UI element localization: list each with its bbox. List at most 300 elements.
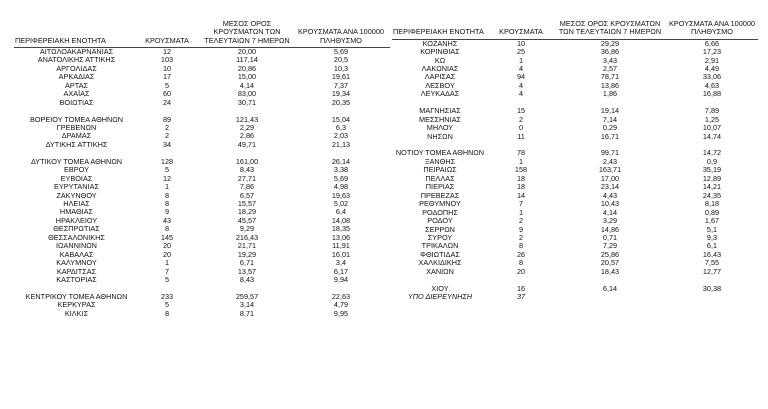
region-cell: ΝΟΤΙΟΥ ΤΟΜΕΑ ΑΘΗΝΩΝ: [395, 149, 485, 158]
table-row: [14, 166, 390, 174]
per100k-cell: 19,34: [331, 90, 351, 99]
spacer-row: [14, 107, 390, 115]
header-cases: ΚΡΟΥΣΜΑΤΑ: [488, 20, 554, 39]
region-cell: ΕΥΡΥΤΑΝΙΑΣ: [54, 183, 99, 192]
header-avg7: ΜΕΣΟΣ ΟΡΟΣ ΚΡΟΥΣΜΑΤΩΝ ΤΩΝ ΤΕΛΕΥΤΑΙΩΝ 7 ΗΜΕΡΩΝ: [554, 20, 666, 39]
avg7-cell: 7,86: [239, 183, 255, 192]
avg7-cell: 3,14: [239, 301, 255, 310]
table-row: [392, 73, 758, 81]
cases-cell: 8: [518, 259, 524, 268]
cases-cell: 18: [516, 183, 526, 192]
region-cell: ΣΥΡΟΥ: [427, 233, 453, 242]
per100k-cell: 6,17: [333, 267, 349, 276]
table-row: [392, 39, 758, 48]
table-row: [14, 301, 390, 309]
avg7-cell: 17,00: [600, 174, 620, 183]
region-cell: ΗΡΑΚΛΕΙΟΥ: [55, 216, 98, 225]
cases-cell: 9: [164, 208, 170, 217]
avg7-cell: 163,71: [598, 166, 622, 175]
region-cell: ΚΕΡΚΥΡΑΣ: [57, 301, 96, 310]
region-cell: ΚΑΒΑΛΑΣ: [59, 250, 94, 259]
table-row: [392, 268, 758, 276]
spacer-cell: [132, 285, 202, 293]
cases-cell: 128: [160, 157, 174, 166]
cases-cell: 24: [162, 98, 172, 107]
region-cell: ΠΕΛΛΑΣ: [425, 174, 455, 183]
avg7-cell: 15,00: [237, 73, 257, 82]
left-header-row: [14, 20, 390, 47]
per100k-cell: 6,4: [335, 208, 347, 217]
cases-cell: 1: [518, 56, 524, 65]
region-cell: ΧΑΛΚΙΔΙΚΗΣ: [418, 259, 462, 268]
avg7-cell: 25,86: [600, 250, 620, 259]
region-cell: ΚΩ: [434, 56, 446, 65]
right-cases-table: [392, 20, 758, 302]
left-cases-table: [14, 20, 390, 318]
spacer-row: [392, 99, 758, 107]
cases-cell: 8: [164, 225, 170, 234]
region-cell: ΕΥΒΟΙΑΣ: [60, 174, 93, 183]
per100k-cell: 1,25: [704, 115, 720, 124]
spacer-cell: [132, 107, 202, 115]
cases-cell: 18: [516, 174, 526, 183]
header-region: ΠΕΡΙΦΕΡΕΙΑΚΗ ΕΝΟΤΗΤΑ: [392, 20, 488, 39]
table-row: [14, 268, 390, 276]
cases-cell: 8: [164, 200, 170, 209]
avg7-cell: 0,71: [602, 233, 618, 242]
avg7-cell: 18,29: [237, 208, 257, 217]
region-cell: ΚΟΖΑΝΗΣ: [422, 39, 458, 48]
table-row: [14, 217, 390, 225]
spacer-row: [392, 276, 758, 284]
table-row: [392, 285, 758, 293]
region-cell: ΒΟΙΩΤΙΑΣ: [59, 98, 94, 107]
per100k-cell: 16,88: [702, 90, 722, 99]
table-row: [14, 116, 390, 124]
cases-cell: 0: [518, 124, 524, 133]
avg7-cell: 3,29: [602, 217, 618, 226]
table-row: [392, 175, 758, 183]
cases-cell: 20: [516, 267, 526, 276]
per100k-cell: 5,1: [706, 225, 718, 234]
avg7-cell: 30,71: [237, 98, 257, 107]
per100k-cell: 24,35: [702, 191, 722, 200]
per100k-cell: 1,67: [704, 217, 720, 226]
avg7-cell: 4,14: [602, 208, 618, 217]
region-cell: ΓΡΕΒΕΝΩΝ: [56, 123, 97, 132]
region-cell: ΘΕΣΠΡΩΤΙΑΣ: [53, 225, 100, 234]
region-cell: ΑΡΤΑΣ: [64, 81, 89, 90]
avg7-cell: 19,14: [600, 107, 620, 116]
per100k-cell: 9,3: [706, 233, 718, 242]
table-row: [14, 82, 390, 90]
per100k-cell: 9,94: [333, 276, 349, 285]
avg7-cell: 27,71: [237, 174, 257, 183]
region-cell: ΑΝΑΤΟΛΙΚΗΣ ΑΤΤΙΚΗΣ: [37, 56, 116, 65]
avg7-cell: 21,71: [237, 242, 257, 251]
per100k-cell: 18,35: [331, 225, 351, 234]
region-cell: ΛΑΡΙΣΑΣ: [424, 73, 456, 82]
per100k-cell: 2,03: [333, 132, 349, 141]
cases-cell: 2: [164, 123, 170, 132]
avg7-cell: 6,57: [239, 191, 255, 200]
region-cell: ΒΟΡΕΙΟΥ ΤΟΜΕΑ ΑΘΗΝΩΝ: [29, 115, 124, 124]
per100k-cell: 33,06: [702, 73, 722, 82]
avg7-cell: 7,14: [602, 115, 618, 124]
region-cell: ΚΑΣΤΟΡΙΑΣ: [56, 276, 97, 285]
avg7-cell: 10,43: [600, 200, 620, 209]
cases-cell: 14: [516, 191, 526, 200]
cases-cell: 37: [516, 293, 526, 302]
region-cell: ΔΥΤΙΚΗΣ ΑΤΤΙΚΗΣ: [45, 140, 108, 149]
spacer-cell: [392, 141, 488, 149]
per100k-cell: 5,02: [333, 200, 349, 209]
spacer-cell: [554, 141, 666, 149]
avg7-cell: 13,86: [600, 81, 620, 90]
region-cell: ΧΑΝΙΩΝ: [426, 267, 454, 276]
per100k-cell: 11,91: [332, 242, 350, 251]
cases-cell: 8: [518, 242, 524, 251]
spacer-cell: [14, 149, 132, 157]
region-cell: ΠΡΕΒΕΖΑΣ: [420, 191, 460, 200]
per100k-cell: 4,49: [704, 64, 720, 73]
region-cell: ΑΙΤΩΛΟΑΚΑΡΝΑΝΙΑΣ: [39, 47, 114, 56]
avg7-cell: 6,71: [239, 259, 255, 268]
region-cell: ΚΑΛΥΜΝΟΥ: [56, 259, 97, 268]
region-cell: ΜΕΣΣΗΝΙΑΣ: [419, 115, 461, 124]
cases-cell: 5: [164, 276, 170, 285]
cases-cell: 11: [517, 132, 525, 141]
avg7-cell: 0,29: [602, 124, 618, 133]
region-cell: ΧΙΟΥ: [431, 284, 449, 293]
avg7-cell: 18,43: [600, 267, 620, 276]
per100k-cell: 30,38: [702, 284, 722, 293]
table-row: [14, 65, 390, 73]
table-row: [14, 310, 390, 318]
table-row: [392, 242, 758, 250]
avg7-cell: 99,71: [600, 149, 620, 158]
avg7-cell: 78,71: [600, 73, 620, 82]
region-cell: ΚΕΝΤΡΙΚΟΥ ΤΟΜΕΑ ΑΘΗΝΩΝ: [25, 292, 128, 301]
table-row: [14, 293, 390, 301]
cases-cell: 43: [162, 216, 172, 225]
spacer-cell: [14, 107, 132, 115]
table-row: [392, 259, 758, 267]
spacer-cell: [666, 276, 758, 284]
avg7-cell: 117,14: [236, 56, 258, 65]
region-cell: ΛΕΥΚΑΔΑΣ: [420, 90, 460, 99]
avg7-cell: 8,71: [239, 309, 255, 318]
avg7-cell: 14,86: [600, 225, 620, 234]
cases-cell: 5: [164, 166, 170, 175]
per100k-cell: 0,89: [704, 208, 720, 217]
table-row: [392, 65, 758, 73]
avg7-cell: 4,14: [239, 81, 255, 90]
cases-cell: 2: [518, 233, 524, 242]
avg7-cell: 6,14: [602, 284, 618, 293]
spacer-cell: [488, 141, 554, 149]
region-cell: ΜΑΓΝΗΣΙΑΣ: [419, 107, 461, 116]
spacer-cell: [202, 149, 292, 157]
cases-cell: 7: [164, 267, 170, 276]
cases-cell: 1: [518, 157, 524, 166]
region-cell: ΘΕΣΣΑΛΟΝΙΚΗΣ: [48, 233, 105, 242]
per100k-cell: 22,63: [331, 292, 351, 301]
avg7-cell: 8,43: [239, 276, 255, 285]
region-cell: ΔΥΤΙΚΟΥ ΤΟΜΕΑ ΑΘΗΝΩΝ: [30, 157, 123, 166]
cases-cell: 5: [164, 81, 170, 90]
avg7-cell: 83,00: [237, 90, 257, 99]
spacer-cell: [132, 149, 202, 157]
per100k-cell: 7,55: [704, 259, 720, 268]
per100k-cell: 6,66: [704, 39, 720, 48]
region-cell: ΣΕΡΡΩΝ: [425, 225, 455, 234]
table-row: [392, 116, 758, 124]
table-row: [392, 107, 758, 115]
table-row: [14, 234, 390, 242]
table-row: [14, 56, 390, 64]
cases-cell: 7: [518, 200, 524, 209]
region-cell: ΜΗΛΟΥ: [426, 124, 454, 133]
per100k-cell: 3,38: [333, 166, 349, 175]
cases-cell: 12: [162, 174, 172, 183]
cases-cell: 4: [518, 90, 524, 99]
cases-cell: 89: [162, 115, 172, 124]
table-row: [14, 99, 390, 107]
table-row: [392, 234, 758, 242]
per100k-cell: 10,07: [702, 124, 722, 133]
spacer-cell: [292, 149, 390, 157]
cases-cell: 78: [516, 149, 526, 158]
cases-cell: 26: [516, 250, 526, 259]
avg7-cell: 3,43: [602, 56, 618, 65]
avg7-cell: 15,57: [237, 200, 257, 209]
avg7-cell: 2,29: [239, 123, 255, 132]
avg7-cell: 4,43: [602, 191, 618, 200]
cases-cell: 34: [162, 140, 172, 149]
region-cell: ΠΕΙΡΑΙΩΣ: [423, 166, 457, 175]
cases-cell: 60: [162, 90, 172, 99]
header-region: ΠΕΡΙΦΕΡΕΙΑΚΗ ΕΝΟΤΗΤΑ: [14, 20, 132, 47]
per100k-cell: 19,63: [331, 191, 351, 200]
table-row: [392, 192, 758, 200]
avg7-cell: 2,43: [602, 157, 618, 166]
avg7-cell: 216,43: [235, 233, 259, 242]
cases-cell: 5: [164, 301, 170, 310]
per100k-cell: 14,74: [702, 132, 722, 141]
per100k-cell: 14,08: [331, 216, 351, 225]
cases-cell: 10: [516, 39, 526, 48]
table-row: [14, 90, 390, 98]
table-row: [392, 158, 758, 166]
per100k-cell: 5,69: [333, 174, 349, 183]
table-row: [14, 259, 390, 267]
table-row: [392, 133, 758, 141]
table-row: [14, 183, 390, 191]
table-row: [14, 225, 390, 233]
table-row: [392, 217, 758, 225]
per100k-cell: 6,1: [706, 242, 718, 251]
region-cell: ΑΧΑΪΑΣ: [63, 90, 90, 99]
per100k-cell: 20,35: [331, 98, 351, 107]
region-cell: ΖΑΚΥΝΘΟΥ: [56, 191, 97, 200]
spacer-cell: [666, 99, 758, 107]
table-row: [14, 276, 390, 284]
region-cell: ΡΟΔΟΥ: [427, 217, 453, 226]
spacer-row: [14, 285, 390, 293]
region-cell: ΑΡΚΑΔΙΑΣ: [58, 73, 95, 82]
table-row: [392, 57, 758, 65]
per100k-cell: 17,23: [702, 48, 722, 57]
per100k-cell: 12,89: [702, 174, 722, 183]
avg7-cell: 161,00: [235, 157, 259, 166]
table-row: [14, 47, 390, 56]
per100k-cell: 10,3: [333, 64, 349, 73]
avg7-cell: 2,57: [602, 64, 618, 73]
cases-cell: 145: [160, 233, 174, 242]
region-cell: ΤΡΙΚΑΛΩΝ: [421, 242, 459, 251]
region-cell: ΚΑΡΔΙΤΣΑΣ: [56, 267, 97, 276]
per100k-cell: 35,19: [702, 166, 722, 175]
header-cases: ΚΡΟΥΣΜΑΤΑ: [132, 20, 202, 47]
avg7-cell: 259,57: [235, 292, 259, 301]
avg7-cell: 16,71: [600, 132, 620, 141]
cases-cell: 2: [164, 132, 170, 141]
cases-cell: 17: [162, 73, 172, 82]
spacer-cell: [554, 99, 666, 107]
table-row: [392, 90, 758, 98]
table-row: [392, 200, 758, 208]
cases-cell: 16: [516, 284, 526, 293]
spacer-cell: [202, 107, 292, 115]
spacer-cell: [14, 285, 132, 293]
spacer-row: [392, 141, 758, 149]
cases-cell: 94: [516, 73, 526, 82]
per100k-cell: 4,98: [333, 183, 349, 192]
spacer-cell: [202, 285, 292, 293]
avg7-cell: 20,86: [237, 64, 257, 73]
avg7-cell: 121,43: [235, 115, 259, 124]
per100k-cell: 13,06: [331, 233, 351, 242]
per100k-cell: 19,61: [331, 73, 351, 82]
header-avg7: ΜΕΣΟΣ ΟΡΟΣ ΚΡΟΥΣΜΑΤΩΝ ΤΩΝ ΤΕΛΕΥΤΑΙΩΝ 7 ΗΜΕΡΩΝ: [202, 20, 292, 47]
cases-cell: 233: [160, 292, 174, 301]
region-cell: ΡΟΔΟΠΗΣ: [422, 208, 458, 217]
cases-cell: 1: [164, 259, 170, 268]
table-row: [14, 132, 390, 140]
per100k-cell: 4,79: [333, 301, 349, 310]
table-row: [392, 149, 758, 157]
avg7-cell: 29,29: [600, 39, 620, 48]
spacer-cell: [488, 276, 554, 284]
region-cell: ΦΘΙΩΤΙΔΑΣ: [420, 250, 460, 259]
table-row: [14, 251, 390, 259]
per100k-cell: 4,63: [704, 81, 720, 90]
region-cell: ΞΑΝΘΗΣ: [424, 157, 456, 166]
per100k-cell: 16,43: [702, 250, 722, 259]
table-row: [14, 208, 390, 216]
cases-cell: 158: [514, 166, 528, 175]
table-row: [392, 166, 758, 174]
cases-cell: 1: [518, 208, 524, 217]
spacer-cell: [488, 99, 554, 107]
per100k-cell: 14,21: [702, 183, 722, 192]
cases-cell: 10: [162, 64, 172, 73]
table-row: [392, 209, 758, 217]
region-cell: ΛΕΣΒΟΥ: [425, 81, 455, 90]
cases-cell: 20: [162, 242, 172, 251]
region-cell: ΚΟΡΙΝΘΙΑΣ: [420, 48, 460, 57]
cases-cell: 20: [162, 250, 172, 259]
region-cell: ΝΗΣΩΝ: [427, 132, 453, 141]
cases-cell: 25: [516, 48, 526, 57]
region-cell: ΥΠΟ ΔΙΕΡΕΥΝΗΣΗ: [407, 293, 473, 302]
table-row: [392, 82, 758, 90]
header-per100k: ΚΡΟΥΣΜΑΤΑ ΑΝΑ 100000 ΠΛΗΘΥΣΜΟ: [666, 20, 758, 39]
table-row: [14, 175, 390, 183]
region-cell: ΙΩΑΝΝΙΝΩΝ: [56, 242, 97, 251]
avg7-cell: 23,14: [600, 183, 620, 192]
spacer-cell: [666, 141, 758, 149]
per100k-cell: 5,69: [333, 47, 349, 56]
per100k-cell: 3,4: [335, 259, 347, 268]
cases-cell: 2: [518, 217, 524, 226]
table-row: [14, 200, 390, 208]
table-row: [14, 124, 390, 132]
region-cell: ΗΜΑΘΙΑΣ: [59, 208, 94, 217]
avg7-cell: 20,00: [237, 47, 257, 56]
per100k-cell: 7,89: [704, 107, 720, 116]
cases-cell: 1: [164, 183, 170, 192]
avg7-cell: 49,71: [237, 140, 257, 149]
per100k-cell: 12,77: [702, 267, 722, 276]
region-cell: ΡΕΘΥΜΝΟΥ: [419, 200, 461, 209]
avg7-cell: 9,29: [239, 225, 255, 234]
per100k-cell: 21,13: [331, 140, 351, 149]
spacer-cell: [292, 285, 390, 293]
per100k-cell: [666, 293, 758, 301]
per100k-cell: 2,91: [704, 56, 720, 65]
table-row: [14, 141, 390, 149]
per100k-cell: 20,5: [333, 56, 349, 65]
spacer-cell: [392, 99, 488, 107]
cases-cell: 9: [518, 225, 524, 234]
per100k-cell: 14,72: [702, 149, 722, 158]
avg7-cell: 20,57: [600, 259, 620, 268]
spacer-cell: [554, 276, 666, 284]
per100k-cell: 8,18: [704, 200, 720, 209]
region-cell: ΕΒΡΟΥ: [64, 166, 89, 175]
region-cell: ΚΙΛΚΙΣ: [64, 309, 89, 318]
region-cell: ΠΙΕΡΙΑΣ: [425, 183, 455, 192]
spacer-cell: [292, 107, 390, 115]
avg7-cell: 1,86: [602, 90, 618, 99]
table-row: [392, 48, 758, 56]
per100k-cell: 0,9: [706, 157, 718, 166]
cases-cell: 4: [518, 64, 524, 73]
per100k-cell: 6,3: [335, 123, 347, 132]
cases-cell: 103: [160, 56, 174, 65]
per100k-cell: 16,01: [331, 250, 351, 259]
cases-cell: 8: [164, 191, 170, 200]
table-row: [392, 293, 758, 301]
table-row: [14, 158, 390, 166]
table-row: [14, 73, 390, 81]
table-row: [392, 226, 758, 234]
spacer-cell: [392, 276, 488, 284]
avg7-cell: [554, 293, 666, 301]
per100k-cell: 26,14: [331, 157, 351, 166]
